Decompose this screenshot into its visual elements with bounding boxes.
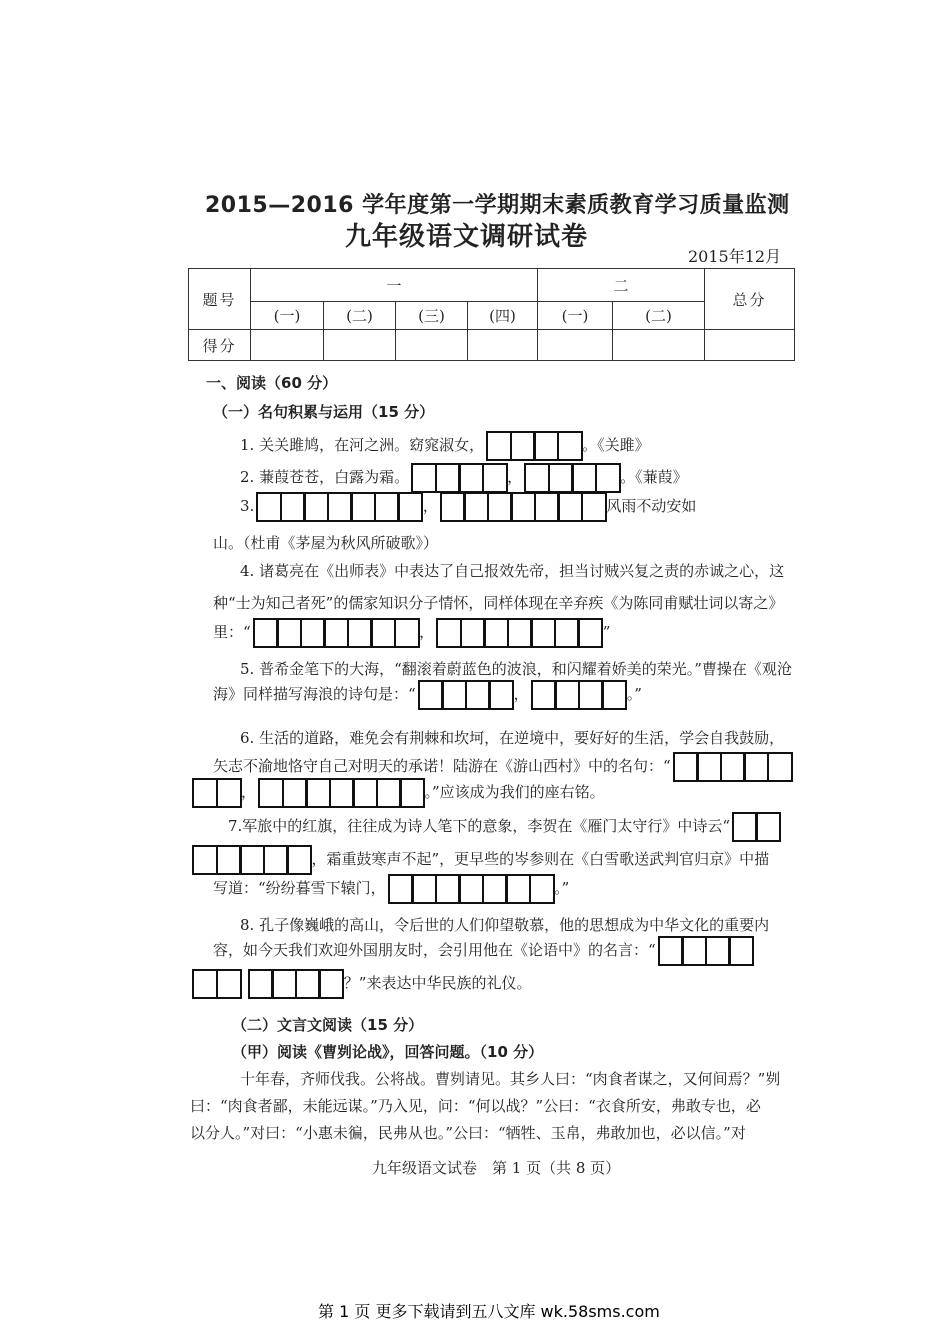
question-number-label: 题号 [189, 269, 251, 330]
exam-date: 2015年12月 [688, 247, 782, 266]
exam-title-line1: 2015—2016 学年度第一学期期末素质教育学习质量监测 [205, 193, 790, 218]
question-1: 1. 关关雎鸠，在河之洲。窈窕淑女， 。《关雎》 [240, 431, 650, 461]
question-8-line2: 容，如今天我们欢迎外国朋友时，会引用他在《论语中》的名言：“ [213, 936, 754, 966]
answer-boxes[interactable] [524, 463, 618, 493]
question-8-line1: 8. 孔子像巍峨的高山，令后世的人们仰望敬慕，他的思想成为中华文化的重要内 [240, 916, 770, 934]
answer-boxes[interactable] [258, 778, 423, 808]
answer-boxes[interactable] [192, 778, 239, 808]
question-5-line1: 5. 普希金笔下的大海，“翻滚着蔚蓝色的波浪，和闪耀着娇美的荣光。”曹操在《观沧 [240, 660, 792, 678]
question-3: 3. ， 风雨不动安如 [240, 492, 696, 522]
sub-header: (一) [251, 302, 324, 330]
group-two-header: 二 [538, 269, 705, 302]
answer-boxes[interactable] [673, 752, 791, 782]
part2-heading: （二）文言文阅读（15 分） [232, 1016, 424, 1034]
score-cell [396, 330, 468, 361]
score-cell [538, 330, 613, 361]
sub-header: (四) [468, 302, 538, 330]
question-5-line2: 海》同样描写海浪的诗句是：“ ， 。” [213, 680, 642, 710]
score-cell [705, 330, 795, 361]
total-score-label: 总分 [705, 269, 795, 330]
score-cell [251, 330, 324, 361]
score-cell [324, 330, 396, 361]
question-6-line2: 矢志不渝地恪守自己对明天的承诺！陆游在《游山西村》中的名句：“ [213, 752, 792, 782]
answer-boxes[interactable] [418, 680, 512, 710]
question-4-line1: 4. 诸葛亮在《出师表》中表达了自己报效先帝，担当讨贼兴复之责的赤诚之心，这 [240, 562, 785, 580]
question-6-line3: ， 。”应该成为我们的座右铭。 [190, 778, 605, 808]
answer-boxes[interactable] [192, 845, 310, 875]
passage-line2: 曰：“肉食者鄙，未能远谋。”乃入见，问：“何以战？”公曰：“衣食所安，弗敢专也，必 [190, 1097, 761, 1115]
answer-boxes[interactable] [440, 492, 605, 522]
answer-boxes[interactable] [436, 618, 601, 648]
answer-boxes[interactable] [531, 680, 625, 710]
exam-page-footer: 九年级语文试卷 第 1 页（共 8 页） [372, 1159, 621, 1177]
question-7-line1: 7.军旅中的红旗，往往成为诗人笔下的意象，李贺在《雁门太守行》中诗云“ [228, 812, 781, 842]
question-text: 1. 关关雎鸠，在河之洲。窈窕淑女， [240, 436, 485, 454]
passage-line3: 以分人。”对曰：“小惠未徧，民弗从也。”公曰：“牺牲、玉帛，弗敢加也，必以信。”对 [190, 1124, 746, 1142]
answer-boxes[interactable] [253, 618, 418, 648]
score-cell [613, 330, 705, 361]
section-heading: 一、阅读（60 分） [206, 374, 338, 392]
sub-header: (二) [324, 302, 396, 330]
part-heading: （一）名句积累与运用（15 分） [213, 403, 435, 421]
question-4-line3: 里：“ ， ” [213, 618, 610, 648]
answer-boxes[interactable] [486, 431, 580, 461]
answer-boxes[interactable] [248, 969, 342, 999]
document-footer: 第 1 页 更多下载请到五八文库 wk.58sms.com [318, 1302, 660, 1321]
question-6-line1: 6. 生活的道路，难免会有荆棘和坎坷，在逆境中，要好好的生活，学会自我鼓励， [240, 729, 785, 747]
sub-header: (三) [396, 302, 468, 330]
answer-boxes[interactable] [658, 936, 752, 966]
passage-line1: 十年春，齐师伐我。公将战。曹刿请见。其乡人曰：“肉食者谋之，又何间焉？”刿 [240, 1070, 781, 1088]
answer-boxes[interactable] [256, 492, 421, 522]
question-2: 2. 蒹葭苍苍，白露为霜。 ， 。《蒹葭》 [240, 463, 688, 493]
score-table [188, 268, 795, 361]
exam-title-line2: 九年级语文调研试卷 [345, 222, 589, 252]
score-cell [468, 330, 538, 361]
question-4-line2: 种“士为知己者死”的儒家知识分子情怀，同样体现在辛弃疾《为陈同甫赋壮词以寄之》 [213, 594, 784, 612]
question-8-line3: ？”来表达中华民族的礼仪。 [190, 969, 531, 999]
score-row-label: 得分 [189, 330, 251, 361]
part2-subheading: （甲）阅读《曹刿论战》，回答问题。（10 分） [232, 1043, 544, 1061]
sub-header: (一) [538, 302, 613, 330]
answer-boxes[interactable] [411, 463, 505, 493]
question-3-source: 山。（杜甫《茅屋为秋风所破歌》） [213, 534, 439, 552]
answer-boxes[interactable] [388, 874, 553, 904]
answer-boxes[interactable] [732, 812, 779, 842]
answer-boxes[interactable] [192, 969, 239, 999]
sub-header: (二) [613, 302, 705, 330]
question-7-line2: ，霜重鼓寒声不起”，更早些的岑参则在《白雪歌送武判官归京》中描 [190, 845, 769, 875]
question-7-line3: 写道：“纷纷暮雪下辕门， 。” [213, 874, 569, 904]
group-one-header: 一 [251, 269, 538, 302]
